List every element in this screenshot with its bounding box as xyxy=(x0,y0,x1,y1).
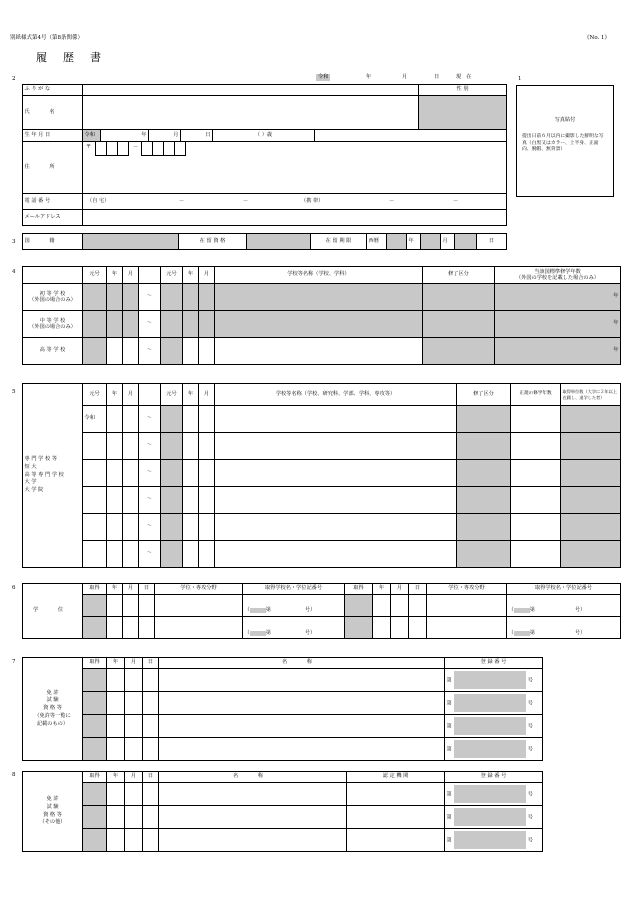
section-number-3: 3 xyxy=(12,239,16,245)
go-label: 号 xyxy=(527,746,533,753)
reg-number-cell[interactable] xyxy=(445,806,543,829)
school-degree-header-2: 取得学校名・学位記番号 xyxy=(507,584,621,595)
address-field[interactable] xyxy=(83,142,507,194)
table-row xyxy=(23,541,621,568)
section-number-8: 8 xyxy=(12,772,16,778)
school-name-cell[interactable] xyxy=(215,338,423,365)
era-end-header: 元号 xyxy=(161,384,183,406)
status-field[interactable] xyxy=(247,234,311,250)
label-line: 記載のもの） xyxy=(36,720,69,727)
tilde: ～ xyxy=(139,406,161,433)
secondary-school-label xyxy=(23,311,83,338)
section-number-2: 2 xyxy=(12,76,16,82)
furigana-field[interactable] xyxy=(83,85,419,96)
year-header-2: 年 xyxy=(373,584,391,595)
degree-table xyxy=(22,583,621,639)
postal-mark: 〒 xyxy=(86,144,92,150)
paren-open: （ xyxy=(508,629,514,636)
section-number-5: 5 xyxy=(12,389,16,395)
dai-label: 第 xyxy=(529,629,535,636)
postal-code-boxes[interactable] xyxy=(95,142,186,156)
phone-field[interactable] xyxy=(83,194,507,210)
period-month[interactable] xyxy=(421,234,441,250)
western-label: 西暦 xyxy=(367,234,387,250)
go-label: 号） xyxy=(574,607,586,614)
personal-info-table xyxy=(22,84,507,226)
status-label: 在 留 資 格 xyxy=(179,234,247,250)
nationality-label: 国 籍 xyxy=(23,234,83,250)
date-as-of: 現在 xyxy=(456,74,477,80)
phone-home-label: （自 宅） xyxy=(87,198,110,204)
paren-open: （ xyxy=(244,629,250,636)
month-header: 月 xyxy=(123,584,139,595)
date-day-label: 日 xyxy=(434,74,440,80)
table-row xyxy=(23,487,621,514)
period-year-label: 年 xyxy=(407,234,421,250)
reg-number-cell[interactable] xyxy=(445,692,543,715)
phone-mobile-label: （携 帯） xyxy=(301,198,324,204)
degree-number-3[interactable] xyxy=(243,617,345,639)
dai-label: 第 xyxy=(265,629,271,636)
month-header-2: 月 xyxy=(391,584,409,595)
day-header: 日 xyxy=(139,584,155,595)
acq-header: 取得 xyxy=(83,772,107,783)
reg-number-cell[interactable] xyxy=(445,829,543,852)
dai-label: 第 xyxy=(446,677,452,684)
month-start-header: 月 xyxy=(123,267,139,284)
label-line: 資 格 等 xyxy=(43,811,62,818)
org-header: 認 定 機 関 xyxy=(347,772,445,783)
name-field[interactable] xyxy=(83,96,419,130)
degree-number-1[interactable] xyxy=(243,606,345,617)
photo-box[interactable] xyxy=(516,85,614,197)
standard-years-cell[interactable]: 年 xyxy=(495,338,621,365)
date-month-label: 月 xyxy=(402,74,408,80)
email-field[interactable] xyxy=(83,210,507,226)
degree-number-4[interactable] xyxy=(507,617,621,639)
paren-open: （ xyxy=(244,607,250,614)
acq-header: 取得 xyxy=(83,584,107,595)
era-cell[interactable]: 令和 xyxy=(83,406,107,433)
go-label: 号） xyxy=(304,629,316,636)
section-number-7: 7 xyxy=(12,659,16,665)
tilde: ～ xyxy=(139,514,161,541)
license-label xyxy=(23,658,83,761)
nationality-field[interactable] xyxy=(83,234,179,250)
label-line: 大 学 xyxy=(24,479,37,486)
primary-school-label xyxy=(23,284,83,311)
label-line: 免 許 xyxy=(46,795,59,802)
date-year-label: 年 xyxy=(366,74,372,80)
label-line: （その他） xyxy=(39,819,66,826)
label-line: 免 許 xyxy=(46,689,59,696)
higher-education-table xyxy=(22,383,621,568)
day-header: 日 xyxy=(143,772,159,783)
go-label: 号 xyxy=(527,723,533,730)
degree-number-2[interactable] xyxy=(507,606,621,617)
table-row xyxy=(23,514,621,541)
name-header: 名 称 xyxy=(159,658,445,669)
date-era: 令和 xyxy=(318,74,329,80)
table-row xyxy=(23,311,621,338)
gender-field[interactable] xyxy=(419,96,507,130)
school-name-cell[interactable] xyxy=(215,284,423,311)
reg-number-cell[interactable] xyxy=(445,669,543,692)
license-table xyxy=(22,657,543,761)
dai-label: 第 xyxy=(446,746,452,753)
year-end-header: 年 xyxy=(183,384,199,406)
secondary-label-2: （外国の場合のみ） xyxy=(29,324,76,330)
primary-label-1: 初 等 学 校 xyxy=(39,290,66,297)
go-label: 号 xyxy=(527,677,533,684)
other-license-table xyxy=(22,771,543,852)
table-row xyxy=(23,783,543,806)
label-line: 高 等 専 門 学 校 xyxy=(24,471,64,478)
table-row xyxy=(23,669,543,692)
period-day-label: 日 xyxy=(477,234,507,250)
field-header: 学位・専攻分野 xyxy=(155,584,243,595)
dai-label: 第 xyxy=(446,700,452,707)
go-label: 号 xyxy=(527,814,533,821)
acq-header: 取得 xyxy=(83,658,107,669)
credits-header: 取得単位数（大学に２年以上在籍し、退学した者） xyxy=(561,384,621,406)
phone-dash-4: － xyxy=(453,198,459,204)
school-name-header: 学校等名称（学校、研究科、学部、学科、専攻等） xyxy=(215,384,457,406)
primary-label-2: （外国の場合のみ） xyxy=(29,297,76,303)
month-header: 月 xyxy=(125,658,143,669)
dai-label: 第 xyxy=(446,814,452,821)
address-label: 住 所 xyxy=(23,142,83,194)
label-line: 専 門 学 校 等 xyxy=(24,456,58,462)
era-start-header: 元号 xyxy=(83,384,107,406)
month-header: 月 xyxy=(125,772,143,783)
table-row xyxy=(23,692,543,715)
era-start-header: 元号 xyxy=(83,267,107,284)
phone-dash-2: － xyxy=(243,198,249,204)
table-row xyxy=(23,715,543,738)
paren-open: （ xyxy=(508,607,514,614)
phone-dash-1: － xyxy=(179,198,185,204)
standard-years-cell[interactable]: 年 xyxy=(495,284,621,311)
standard-years-header xyxy=(495,267,621,284)
label-line: 試 験 xyxy=(46,697,59,704)
table-row xyxy=(23,460,621,487)
school-name-cell[interactable] xyxy=(215,311,423,338)
photo-label: 写真貼付 xyxy=(554,117,576,123)
tilde: ～ xyxy=(139,311,161,338)
higher-education-label xyxy=(23,384,83,568)
form-number: 別紙様式第4号（第8条関係） xyxy=(10,35,83,41)
tilde: ～ xyxy=(139,487,161,514)
dai-label: 第 xyxy=(446,837,452,844)
table-row xyxy=(23,829,543,852)
label-line: 短 大 xyxy=(24,463,37,470)
month-end-header: 月 xyxy=(199,384,215,406)
month-start-header: 月 xyxy=(123,384,139,406)
year-header: 年 xyxy=(107,658,125,669)
standard-years-header-2: （外国の学校を記載した場合のみ） xyxy=(515,275,599,281)
month-end-header: 月 xyxy=(199,267,215,284)
standard-years-header-1: 当該国標準修学年数 xyxy=(534,268,581,275)
other-license-label xyxy=(23,772,83,852)
table-row xyxy=(23,406,621,433)
table-row xyxy=(23,284,621,311)
period-day[interactable] xyxy=(455,234,477,250)
reg-number-cell[interactable] xyxy=(445,738,543,761)
regular-years-header: 正規の修学年数 xyxy=(511,384,561,406)
section-number-4: 4 xyxy=(12,269,16,275)
label-line: 試 験 xyxy=(46,803,59,810)
dai-label: 第 xyxy=(529,607,535,614)
label-line: （免許等一覧に xyxy=(34,712,71,719)
go-label: 号 xyxy=(527,700,533,707)
postal-dash: － xyxy=(133,144,139,150)
year-start-header: 年 xyxy=(107,267,123,284)
period-month-label: 月 xyxy=(441,234,455,250)
label-line: 大 学 院 xyxy=(24,487,44,494)
completion-header: 修了区分 xyxy=(457,384,511,406)
section-number-6: 6 xyxy=(12,585,16,591)
dai-label: 第 xyxy=(265,607,271,614)
tilde: ～ xyxy=(139,541,161,568)
table-row xyxy=(23,738,543,761)
go-label: 号） xyxy=(574,629,586,636)
year-header: 年 xyxy=(107,584,123,595)
completion-header: 修了区分 xyxy=(423,267,495,284)
degree-label: 学 位 xyxy=(23,584,83,639)
residence-table xyxy=(22,233,507,250)
year-start-header: 年 xyxy=(107,384,123,406)
section-number-1: 1 xyxy=(518,76,522,82)
year-header: 年 xyxy=(107,772,125,783)
furigana-label: ふ り が な xyxy=(23,85,83,96)
name-header: 名 称 xyxy=(159,772,347,783)
tilde: ～ xyxy=(139,284,161,311)
go-label: 号） xyxy=(304,607,316,614)
reg-number-cell[interactable] xyxy=(445,783,543,806)
completion-cell[interactable] xyxy=(423,311,495,338)
label-line: 資 格 等 xyxy=(43,705,62,712)
table-row xyxy=(23,433,621,460)
photo-note: 提出日前６月以内に撮影した鮮明な写真（白黒又はカラー、上半身、正面向、脱帽、無背景） xyxy=(522,134,604,153)
period-year[interactable] xyxy=(387,234,407,250)
tilde: ～ xyxy=(139,460,161,487)
birth-label: 生 年 月 日 xyxy=(23,130,83,142)
email-label: メールアドレス xyxy=(23,210,83,226)
high-school-label: 高 等 学 校 xyxy=(23,338,83,365)
gender-label: 性 別 xyxy=(419,85,507,96)
table-row xyxy=(23,806,543,829)
day-header: 日 xyxy=(143,658,159,669)
go-label: 号 xyxy=(527,791,533,798)
completion-cell[interactable] xyxy=(423,284,495,311)
tilde: ～ xyxy=(139,433,161,460)
era-end-header: 元号 xyxy=(161,267,183,284)
table-row xyxy=(23,338,621,365)
secondary-label-1: 中 等 学 校 xyxy=(39,317,66,324)
tilde: ～ xyxy=(139,338,161,365)
birth-day[interactable]: 日 xyxy=(181,130,213,142)
basic-education-table xyxy=(22,266,621,365)
phone-label: 電 話 番 号 xyxy=(23,194,83,210)
reg-header: 登 録 番 号 xyxy=(445,772,543,783)
year-end-header: 年 xyxy=(183,267,199,284)
birth-month[interactable]: 月 xyxy=(149,130,181,142)
reg-number-cell[interactable] xyxy=(445,715,543,738)
birth-year[interactable]: 年 xyxy=(101,130,149,142)
school-name-header: 学校等名称（学校、学科） xyxy=(215,267,423,284)
page-title: 履歴書 xyxy=(36,51,117,64)
reg-header: 登 録 番 号 xyxy=(445,658,543,669)
go-label: 号 xyxy=(527,837,533,844)
phone-dash-3: － xyxy=(389,198,395,204)
school-degree-header: 取得学校名・学位記番号 xyxy=(243,584,345,595)
completion-cell[interactable] xyxy=(423,338,495,365)
dai-label: 第 xyxy=(446,791,452,798)
acq-header-2: 取得 xyxy=(345,584,373,595)
dai-label: 第 xyxy=(446,723,452,730)
day-header-2: 日 xyxy=(409,584,427,595)
standard-years-cell[interactable]: 年 xyxy=(495,311,621,338)
field-header-2: 学位・専攻分野 xyxy=(427,584,507,595)
birth-era: 令和 xyxy=(83,130,101,142)
name-label: 氏 名 xyxy=(23,96,83,130)
age-field[interactable]: （ ）歳 xyxy=(213,130,315,142)
date-line xyxy=(316,74,506,83)
period-label: 在 留 期 限 xyxy=(311,234,367,250)
birth-blank xyxy=(315,130,507,142)
page-number: 《No. 1》 xyxy=(584,35,611,41)
